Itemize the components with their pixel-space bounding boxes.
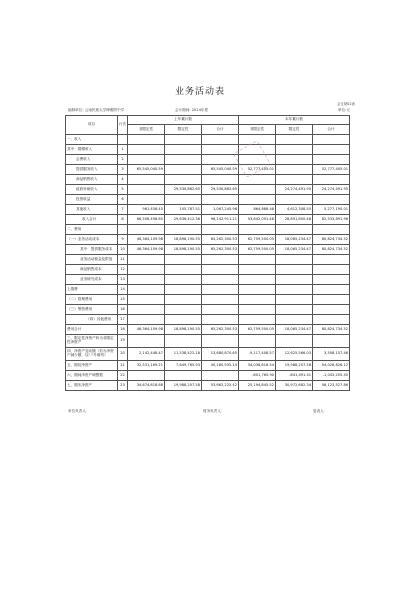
row-value-cell: 24,274,491.95: [313, 185, 350, 195]
row-value-cell: [128, 371, 165, 381]
row-value-cell: [276, 275, 313, 285]
row-value-cell: [239, 265, 276, 275]
row-value-cell: 62,759,500.05: [239, 325, 276, 335]
row-value-cell: [128, 135, 165, 145]
row-value-cell: 53,662,225.42: [202, 381, 239, 391]
row-value-cell: [239, 185, 276, 195]
row-value-cell: 96,142,911.21: [202, 215, 239, 225]
row-value-cell: [276, 145, 313, 155]
row-value-cell: [165, 275, 202, 285]
row-value-cell: 11,538,422.18: [165, 348, 202, 361]
row-value-cell: 29,530,862.65: [165, 185, 202, 195]
row-value-cell: [128, 175, 165, 185]
row-value-cell: [202, 195, 239, 205]
organization-label: 编制单位: 云南民族大学博雅附中学: [68, 108, 125, 112]
row-value-cell: 46,364,109.98: [128, 325, 165, 335]
row-value-cell: [276, 335, 313, 348]
row-value-cell: [165, 315, 202, 325]
row-item-label: 五、期初净资产: [66, 361, 118, 371]
row-item-label: （二）管理费用: [66, 295, 118, 305]
row-value-cell: 65,545,040.59: [128, 165, 165, 175]
row-item-label: 业务研究成本: [66, 275, 118, 285]
row-value-cell: [128, 265, 165, 275]
row-value-cell: [313, 255, 350, 265]
row-value-cell: 54,026,826.12: [313, 361, 350, 371]
table-row: [66, 381, 350, 391]
table-row: [66, 225, 350, 235]
row-item-label: 政府补助收入: [66, 185, 118, 195]
row-value-cell: [276, 265, 313, 275]
row-value-cell: [239, 255, 276, 265]
table-row: [66, 245, 350, 255]
col-item: 项目: [66, 116, 118, 135]
row-value-cell: 2,142,448.47: [128, 348, 165, 361]
table-row: [66, 165, 350, 175]
col-prior: 上年累计数: [128, 116, 239, 125]
table-row: [66, 305, 350, 315]
document-title: 业务活动表: [174, 87, 225, 97]
row-item-label: 商品销售成本: [66, 265, 118, 275]
row-value-cell: 80,824,734.52: [313, 325, 350, 335]
row-value-cell: [313, 225, 350, 235]
table-row: [66, 361, 350, 371]
row-item-label: 投资收益: [66, 195, 118, 205]
row-value-cell: 864,686.48: [239, 205, 276, 215]
table-row: [66, 135, 350, 145]
row-value-cell: [313, 195, 350, 205]
row-value-cell: [202, 275, 239, 285]
row-value-cell: [165, 255, 202, 265]
signature-preparer: 复表人：: [313, 409, 328, 413]
row-line-number: 19: [118, 335, 128, 348]
row-line-number: 18: [118, 325, 128, 335]
row-line-number: 8: [118, 215, 128, 225]
row-value-cell: 46,364,109.98: [128, 235, 165, 245]
row-value-cell: 12,625,566.03: [276, 348, 313, 361]
row-value-cell: [313, 135, 350, 145]
row-value-cell: 29,530,862.65: [202, 185, 239, 195]
row-value-cell: 18,065,234.47: [276, 235, 313, 245]
row-value-cell: 66,506,498.85: [128, 215, 165, 225]
row-value-cell: [276, 135, 313, 145]
row-value-cell: 65,545,040.59: [202, 165, 239, 175]
table-row: [66, 285, 350, 295]
row-value-cell: [276, 175, 313, 185]
row-line-number: 10: [118, 245, 128, 255]
row-line-number: 6: [118, 195, 128, 205]
signature-leader: 单位负责人：: [68, 409, 90, 413]
row-value-cell: 19,988,207.58: [165, 381, 202, 391]
row-value-cell: [313, 265, 350, 275]
table-row: [66, 325, 350, 335]
col-line: 行次: [118, 116, 128, 135]
row-value-cell: [165, 135, 202, 145]
row-value-cell: 52,777,405.01: [239, 165, 276, 175]
table-row: [66, 175, 350, 185]
row-value-cell: [128, 295, 165, 305]
row-line-number: 14: [118, 285, 128, 295]
row-value-cell: [313, 315, 350, 325]
row-value-cell: 40,180,935.14: [202, 361, 239, 371]
row-line-number: 11: [118, 255, 128, 265]
row-value-cell: [276, 195, 313, 205]
row-value-cell: [165, 295, 202, 305]
row-value-cell: -1,043,255.40: [313, 371, 350, 381]
col-prior-total: 合计: [202, 125, 239, 135]
row-value-cell: [202, 225, 239, 235]
row-item-label: 业务活动税金及附加: [66, 255, 118, 265]
row-value-cell: [202, 371, 239, 381]
row-value-cell: 29,636,412.36: [165, 215, 202, 225]
row-value-cell: 62,759,500.05: [239, 245, 276, 255]
row-value-cell: -641,491.41: [276, 371, 313, 381]
row-line-number: [118, 135, 128, 145]
row-value-cell: [165, 155, 202, 165]
row-value-cell: [276, 255, 313, 265]
table-row: [66, 235, 350, 245]
row-item-label: 费用合计: [66, 325, 118, 335]
row-value-cell: [165, 225, 202, 235]
row-value-cell: 65,262,300.53: [202, 325, 239, 335]
row-value-cell: 105,787.51: [165, 205, 202, 215]
row-item-label: 二、费用: [66, 225, 118, 235]
row-value-cell: -9,117,408.57: [239, 348, 276, 361]
row-line-number: 15: [118, 295, 128, 305]
row-item-label: 其中：捐赠收入: [66, 145, 118, 155]
row-line-number: 12: [118, 265, 128, 275]
row-value-cell: 82,533,891.96: [313, 215, 350, 225]
row-value-cell: [239, 175, 276, 185]
row-value-cell: [202, 135, 239, 145]
row-value-cell: [202, 155, 239, 165]
row-value-cell: 3,508,157.46: [313, 348, 350, 361]
row-value-cell: [202, 265, 239, 275]
row-value-cell: [276, 305, 313, 315]
row-value-cell: 18,065,234.47: [276, 245, 313, 255]
row-value-cell: -601,765.90: [239, 371, 276, 381]
row-value-cell: [239, 195, 276, 205]
row-item-label: 其中：提供服务成本: [66, 245, 118, 255]
row-value-cell: [165, 371, 202, 381]
row-item-label: 提供服务收入: [66, 165, 118, 175]
row-value-cell: [128, 145, 165, 155]
row-value-cell: [202, 175, 239, 185]
row-value-cell: 18,065,234.47: [276, 325, 313, 335]
row-value-cell: 30,972,682.34: [276, 381, 313, 391]
row-item-label: 收入合计: [66, 215, 118, 225]
row-value-cell: [313, 305, 350, 315]
row-value-cell: [165, 305, 202, 315]
row-value-cell: [128, 305, 165, 315]
row-value-cell: [276, 315, 313, 325]
row-value-cell: [128, 225, 165, 235]
table-row: [66, 371, 350, 381]
row-value-cell: [313, 155, 350, 165]
row-value-cell: [128, 185, 165, 195]
table-row: [66, 155, 350, 165]
col-prior-unrestricted: 非限定性: [128, 125, 165, 135]
row-item-label: 会费收入: [66, 155, 118, 165]
row-item-label: 七、期末净资产: [66, 381, 118, 391]
table-row: [66, 185, 350, 195]
row-value-cell: [165, 285, 202, 295]
row-line-number: 13: [118, 275, 128, 285]
row-value-cell: [239, 315, 276, 325]
row-line-number: 5: [118, 185, 128, 195]
row-line-number: 16: [118, 305, 128, 315]
row-value-cell: [165, 195, 202, 205]
row-value-cell: 28,891,800.48: [276, 215, 313, 225]
row-line-number: 21: [118, 361, 128, 371]
row-value-cell: [165, 335, 202, 348]
row-value-cell: 19,988,207.58: [276, 361, 313, 371]
row-line-number: 4: [118, 175, 128, 185]
period-label: 会计期间: 2014年度: [175, 108, 209, 112]
row-value-cell: [276, 295, 313, 305]
row-item-label: （四）其他费用: [66, 315, 118, 325]
row-value-cell: 65,262,300.53: [202, 245, 239, 255]
row-value-cell: [202, 295, 239, 305]
row-value-cell: [202, 255, 239, 265]
row-value-cell: 24,274,491.95: [276, 185, 313, 195]
row-value-cell: [202, 285, 239, 295]
row-value-cell: [313, 335, 350, 348]
row-value-cell: 62,759,500.05: [239, 235, 276, 245]
row-value-cell: [313, 275, 350, 285]
table-row: [66, 275, 350, 285]
signature-finance: 财务负责人：: [203, 409, 225, 413]
row-line-number: [118, 225, 128, 235]
row-value-cell: 25,194,845.52: [239, 381, 276, 391]
table-row: [66, 145, 350, 155]
row-value-cell: [165, 175, 202, 185]
row-value-cell: [165, 165, 202, 175]
row-item-label: （一）业务活动成本: [66, 235, 118, 245]
row-item-label: 三、限定性净资产转为非限定性净资产: [66, 335, 118, 348]
row-value-cell: [128, 285, 165, 295]
row-line-number: 7: [118, 205, 128, 215]
row-line-number: 22: [118, 371, 128, 381]
table-row: [66, 348, 350, 361]
table-row: [66, 195, 350, 205]
row-value-cell: 53,642,091.48: [239, 215, 276, 225]
row-value-cell: [313, 145, 350, 155]
row-value-cell: [128, 255, 165, 265]
row-value-cell: [239, 225, 276, 235]
row-value-cell: [202, 335, 239, 348]
table-row: [66, 255, 350, 265]
row-value-cell: 1,067,245.96: [202, 205, 239, 215]
row-value-cell: [128, 335, 165, 348]
row-value-cell: [165, 265, 202, 275]
row-value-cell: 80,824,734.52: [313, 245, 350, 255]
table-row: [66, 335, 350, 348]
row-value-cell: 65,262,300.53: [202, 235, 239, 245]
row-line-number: 17: [118, 315, 128, 325]
row-value-cell: [276, 165, 313, 175]
row-item-label: 四、净资产变动额（若为净资产减少额，以"-"号填列）: [66, 348, 118, 361]
row-value-cell: [239, 305, 276, 315]
table-row: [66, 265, 350, 275]
row-line-number: 3: [118, 165, 128, 175]
row-value-cell: [239, 275, 276, 285]
row-item-label: 其他收入: [66, 205, 118, 215]
row-value-cell: [313, 285, 350, 295]
table-row: [66, 315, 350, 325]
row-value-cell: 13,680,870.65: [202, 348, 239, 361]
row-value-cell: 52,777,405.01: [313, 165, 350, 175]
row-item-label: 六、期间净资产调整数: [66, 371, 118, 381]
row-item-label: 上缴费: [66, 285, 118, 295]
row-value-cell: 961,458.45: [128, 205, 165, 215]
col-current: 本年累计数: [239, 116, 350, 125]
row-value-cell: 34,038,618.54: [239, 361, 276, 371]
col-prior-restricted: 限定性: [165, 125, 202, 135]
row-line-number: 1: [118, 145, 128, 155]
row-value-cell: [239, 285, 276, 295]
row-value-cell: 7,649,765.93: [165, 361, 202, 371]
row-value-cell: [202, 315, 239, 325]
row-value-cell: 5,277,195.01: [313, 205, 350, 215]
table-row: [66, 295, 350, 305]
col-current-total: 合计: [313, 125, 350, 135]
form-code: 会互财02表: [337, 102, 355, 106]
row-value-cell: [128, 195, 165, 205]
row-value-cell: 4,612,308.55: [276, 205, 313, 215]
row-item-label: （三）筹资费用: [66, 305, 118, 315]
row-value-cell: [128, 315, 165, 325]
table-header-row: [66, 116, 350, 125]
row-line-number: 9: [118, 235, 128, 245]
row-value-cell: 18,898,190.55: [165, 325, 202, 335]
row-item-label: 商品销售收入: [66, 175, 118, 185]
row-value-cell: 34,674,618.88: [128, 381, 165, 391]
row-line-number: 2: [118, 155, 128, 165]
row-value-cell: [276, 285, 313, 295]
table-row: [66, 215, 350, 225]
row-line-number: 20: [118, 348, 128, 361]
row-value-cell: [165, 145, 202, 155]
row-value-cell: 56,123,527.86: [313, 381, 350, 391]
col-current-restricted: 限定性: [276, 125, 313, 135]
unit-label: 单位:元: [338, 108, 350, 112]
row-value-cell: [239, 295, 276, 305]
row-item-label: 一、收入: [66, 135, 118, 145]
row-value-cell: [313, 175, 350, 185]
row-value-cell: [128, 275, 165, 285]
row-value-cell: [239, 335, 276, 348]
row-value-cell: 18,898,190.55: [165, 235, 202, 245]
row-value-cell: 46,364,109.98: [128, 245, 165, 255]
row-value-cell: 80,824,734.52: [313, 235, 350, 245]
row-line-number: 23: [118, 381, 128, 391]
activity-table: [65, 115, 350, 391]
table-row: [66, 205, 350, 215]
row-value-cell: [276, 155, 313, 165]
row-value-cell: 18,898,190.55: [165, 245, 202, 255]
row-value-cell: [313, 295, 350, 305]
col-current-unrestricted: 非限定性: [239, 125, 276, 135]
row-value-cell: 32,531,169.21: [128, 361, 165, 371]
row-value-cell: [276, 225, 313, 235]
row-value-cell: [202, 305, 239, 315]
row-value-cell: [128, 155, 165, 165]
